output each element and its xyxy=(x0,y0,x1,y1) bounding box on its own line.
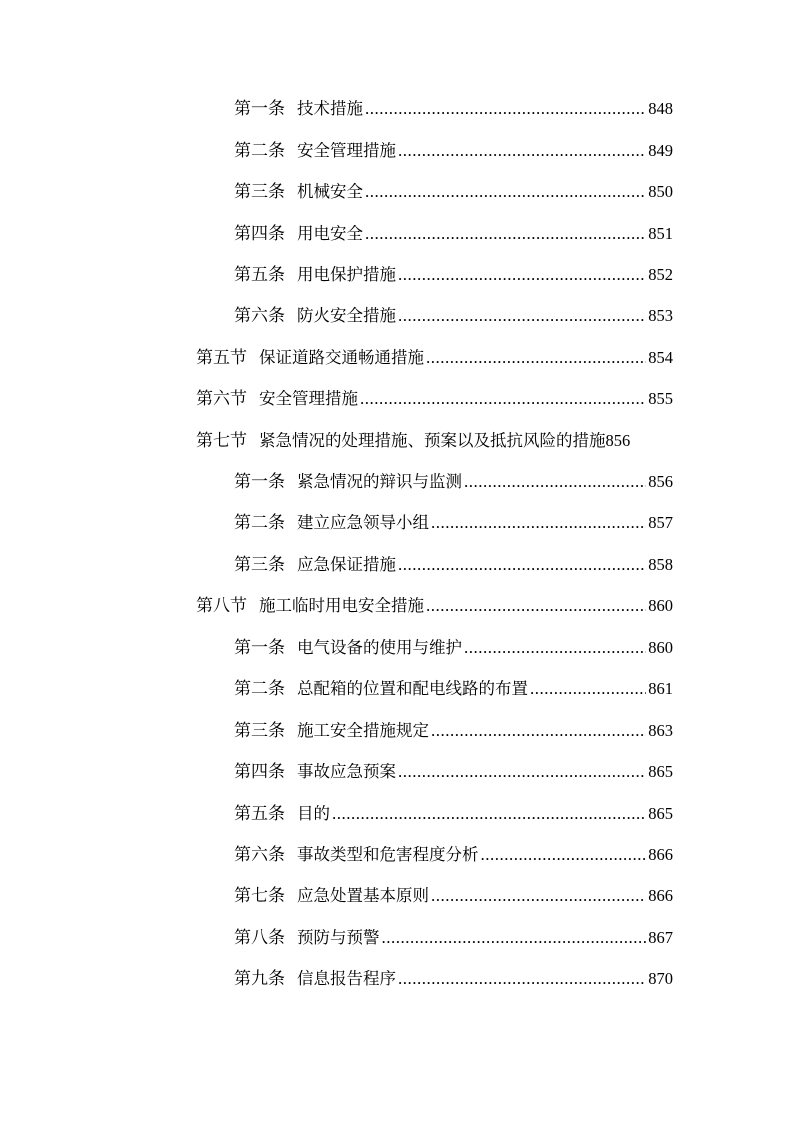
toc-entry-page: 851 xyxy=(648,224,673,243)
toc-entry-page: 853 xyxy=(648,306,673,325)
toc-entry-page: 852 xyxy=(648,265,673,284)
toc-entry-number: 第一条 xyxy=(234,472,285,492)
toc-entry[interactable] xyxy=(234,97,673,121)
toc-entry-title: 保证道路交通畅通措施 xyxy=(259,348,424,367)
dot-leader xyxy=(332,802,646,826)
toc-entry-title: 预防与预警 xyxy=(297,928,380,947)
toc-entry-page: 860 xyxy=(648,596,673,615)
toc-entry-page: 866 xyxy=(648,845,673,864)
toc-entry-number: 第八条 xyxy=(234,928,285,948)
toc-entry[interactable] xyxy=(234,180,673,204)
toc-entry-title: 施工安全措施规定 xyxy=(297,721,429,740)
toc-entry-number: 第三条 xyxy=(234,555,285,575)
dot-leader xyxy=(426,346,646,370)
toc-entry-number: 第三条 xyxy=(234,721,285,741)
dot-leader xyxy=(382,926,647,950)
toc-entry[interactable] xyxy=(196,346,673,370)
toc-entry-number: 第四条 xyxy=(234,762,285,782)
toc-entry-number: 第六节 xyxy=(196,389,247,409)
toc-entry-title: 紧急情况的处理措施、预案以及抵抗风险的措施 xyxy=(259,431,606,450)
toc-entry-page: 858 xyxy=(648,555,673,574)
dot-leader xyxy=(530,677,646,701)
toc-entry-page: 860 xyxy=(648,638,673,657)
toc-entry-number: 第四条 xyxy=(234,224,285,244)
dot-leader xyxy=(464,636,646,660)
toc-entry-title: 应急处置基本原则 xyxy=(297,886,429,905)
dot-leader xyxy=(481,843,647,867)
toc-entry-number: 第九条 xyxy=(234,969,285,989)
toc-entry-number: 第二条 xyxy=(234,141,285,161)
toc-entry-number: 第六条 xyxy=(234,845,285,865)
toc-entry-page: 850 xyxy=(648,182,673,201)
toc-entry-page: 867 xyxy=(648,928,673,947)
toc-entry[interactable] xyxy=(234,511,673,535)
toc-entry[interactable] xyxy=(234,884,673,908)
toc-entry-page: 861 xyxy=(648,679,673,698)
toc-entry[interactable] xyxy=(234,304,673,328)
toc-entry-number: 第五条 xyxy=(234,804,285,824)
dot-leader xyxy=(398,139,646,163)
toc-entry-title: 用电保护措施 xyxy=(297,265,396,284)
toc-entry[interactable] xyxy=(234,222,673,246)
toc-entry[interactable] xyxy=(234,263,673,287)
toc-entry[interactable] xyxy=(234,636,673,660)
dot-leader xyxy=(398,553,646,577)
dot-leader xyxy=(431,719,646,743)
toc-entry-page: 865 xyxy=(648,762,673,781)
toc-entry-page: 865 xyxy=(648,804,673,823)
dot-leader xyxy=(398,263,646,287)
dot-leader xyxy=(365,97,646,121)
toc-entry-number: 第八节 xyxy=(196,596,247,616)
toc-entry-number: 第二条 xyxy=(234,679,285,699)
toc-entry-number: 第二条 xyxy=(234,513,285,533)
dot-leader xyxy=(426,594,646,618)
toc-entry-title: 总配箱的位置和配电线路的布置 xyxy=(297,679,528,698)
toc-entry-title: 信息报告程序 xyxy=(297,969,396,988)
toc-entry-number: 第七节 xyxy=(196,431,247,451)
dot-leader xyxy=(398,760,646,784)
toc-entry-page: 855 xyxy=(648,389,673,408)
toc-entry-number: 第一条 xyxy=(234,99,285,119)
toc-entry-page: 863 xyxy=(648,721,673,740)
dot-leader xyxy=(431,511,646,535)
toc-entry-title: 用电安全 xyxy=(297,224,363,243)
dot-leader xyxy=(365,180,646,204)
dot-leader xyxy=(398,967,646,991)
toc-entry-number: 第一条 xyxy=(234,638,285,658)
toc-entry-page: 870 xyxy=(648,969,673,988)
toc-entry[interactable] xyxy=(234,843,673,867)
toc-entry-title: 事故类型和危害程度分析 xyxy=(297,845,479,864)
toc-entry[interactable] xyxy=(234,139,673,163)
toc-entry-number: 第五条 xyxy=(234,265,285,285)
toc-entry-number: 第三条 xyxy=(234,182,285,202)
toc-entry[interactable] xyxy=(234,470,673,494)
toc-entry-page: 856 xyxy=(605,431,631,450)
toc-entry-title: 安全管理措施 xyxy=(297,141,396,160)
toc-entry[interactable] xyxy=(234,677,673,701)
dot-leader xyxy=(360,387,646,411)
toc-entry-page: 866 xyxy=(648,886,673,905)
toc-entry-title: 技术措施 xyxy=(297,99,363,118)
toc-entry-title: 防火安全措施 xyxy=(297,306,396,325)
toc-entry-title: 应急保证措施 xyxy=(297,555,396,574)
toc-entry[interactable] xyxy=(234,553,673,577)
toc-entry-title: 电气设备的使用与维护 xyxy=(297,638,462,657)
toc-entry-title: 事故应急预案 xyxy=(297,762,396,781)
toc-entry-page: 854 xyxy=(648,348,673,367)
toc-entry-title: 安全管理措施 xyxy=(259,389,358,408)
toc-entry[interactable] xyxy=(234,926,673,950)
toc-entry[interactable] xyxy=(234,967,673,991)
dot-leader xyxy=(365,222,646,246)
toc-entry-page: 857 xyxy=(648,513,673,532)
toc-entry[interactable] xyxy=(196,387,673,411)
dot-leader xyxy=(464,470,646,494)
toc-entry-number: 第七条 xyxy=(234,886,285,906)
toc-entry[interactable] xyxy=(196,594,673,618)
toc-entry-title: 机械安全 xyxy=(297,182,363,201)
toc-entry-number: 第六条 xyxy=(234,306,285,326)
toc-entry-title: 紧急情况的辩识与监测 xyxy=(297,472,462,491)
toc-entry-page: 856 xyxy=(648,472,673,491)
toc-entry-title: 施工临时用电安全措施 xyxy=(259,596,424,615)
dot-leader xyxy=(431,884,646,908)
toc-entry-page: 849 xyxy=(648,141,673,160)
toc-entry[interactable] xyxy=(234,760,673,784)
toc-entry[interactable] xyxy=(234,802,673,826)
toc-entry[interactable] xyxy=(234,719,673,743)
toc-entry-title: 目的 xyxy=(297,804,330,823)
toc-entry-title: 建立应急领导小组 xyxy=(297,513,429,532)
toc-entry-number: 第五节 xyxy=(196,348,247,368)
toc-entry[interactable] xyxy=(196,429,673,453)
toc-entry-page: 848 xyxy=(648,99,673,118)
dot-leader xyxy=(398,304,646,328)
